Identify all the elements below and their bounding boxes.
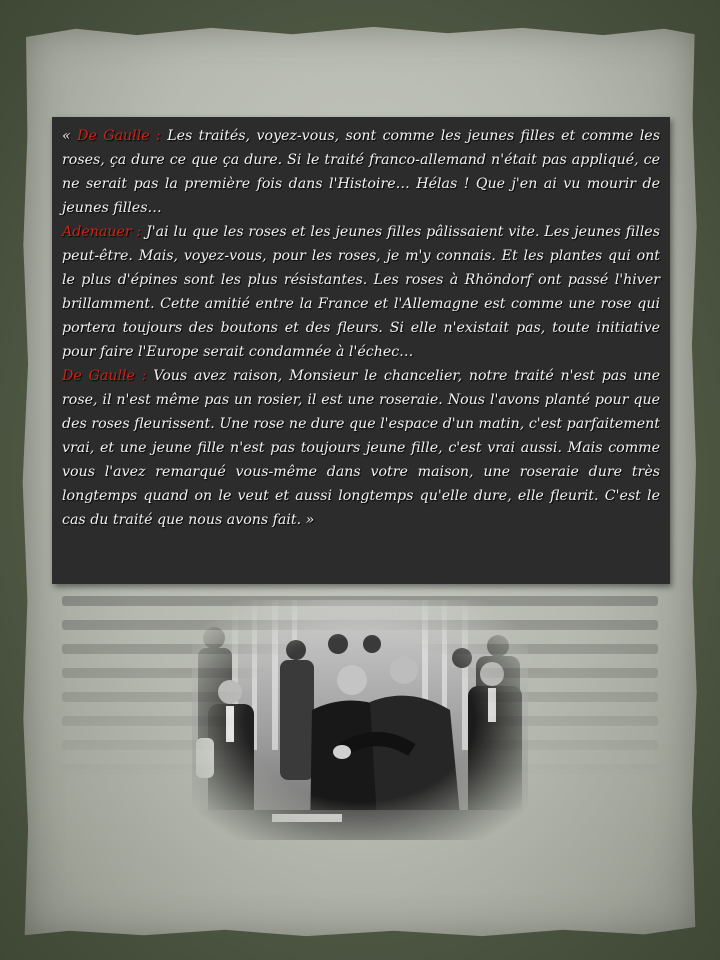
paragraph-text: Les traités, voyez-vous, sont comme les jeunes filles et comme les roses, ça dure ce que ça dure. Si le traité franco-allemand n'était pas appliqué, ce ne serait pas la première fois dans l'Histoire… Hélas ! Que j'en ai vu mourir de jeunes filles… — [62, 128, 660, 216]
historical-photo — [192, 600, 528, 840]
quote-paragraph-3 — [62, 364, 660, 532]
open-quote-mark: « — [62, 128, 78, 144]
speaker-de-gaulle: De Gaulle : — [62, 368, 147, 384]
close-quote-mark: » — [301, 512, 315, 528]
speaker-de-gaulle: De Gaulle : — [77, 128, 161, 144]
quote-paragraph-1 — [62, 124, 660, 220]
paragraph-text: Vous avez raison, Monsieur le chancelier, notre traité n'est pas une rose, il n'est même pas un rosier, il est une roseraie. Nous l'avons planté pour que des roses fleurissent. Une rose ne dure que l'espace d'un matin, c'est parfaitement vrai, et une jeune fille n'est pas toujours jeune fille, c'est vrai aussi. Mais comme vous l'avez remarqué vous-même dans votre maison, une roseraie dure très longtemps quand on le veut et aussi longtemps qu'elle dure, elle fleurit. C'est le cas du traité que nous avons fait. — [62, 368, 660, 528]
quote-paragraph-2 — [62, 220, 660, 364]
paragraph-text: J'ai lu que les roses et les jeunes filles pâlissaient vite. Les jeunes filles peut-être. Mais, voyez-vous, pour les roses, je m'y connais. Et les plantes qui ont le plus d'épines sont les plus résistantes. Les roses à Rhöndorf ont passé l'hiver brillamment. Cette amitié entre la France et l'Allemagne est comme une rose qui portera toujours des boutons et des fleurs. Si elle n'existait pas, toute initiative pour faire l'Europe serait condamnée à l'échec… — [62, 224, 660, 360]
quote-text — [62, 124, 660, 532]
quote-box — [52, 117, 670, 584]
speaker-adenauer: Adenauer : — [62, 224, 142, 240]
